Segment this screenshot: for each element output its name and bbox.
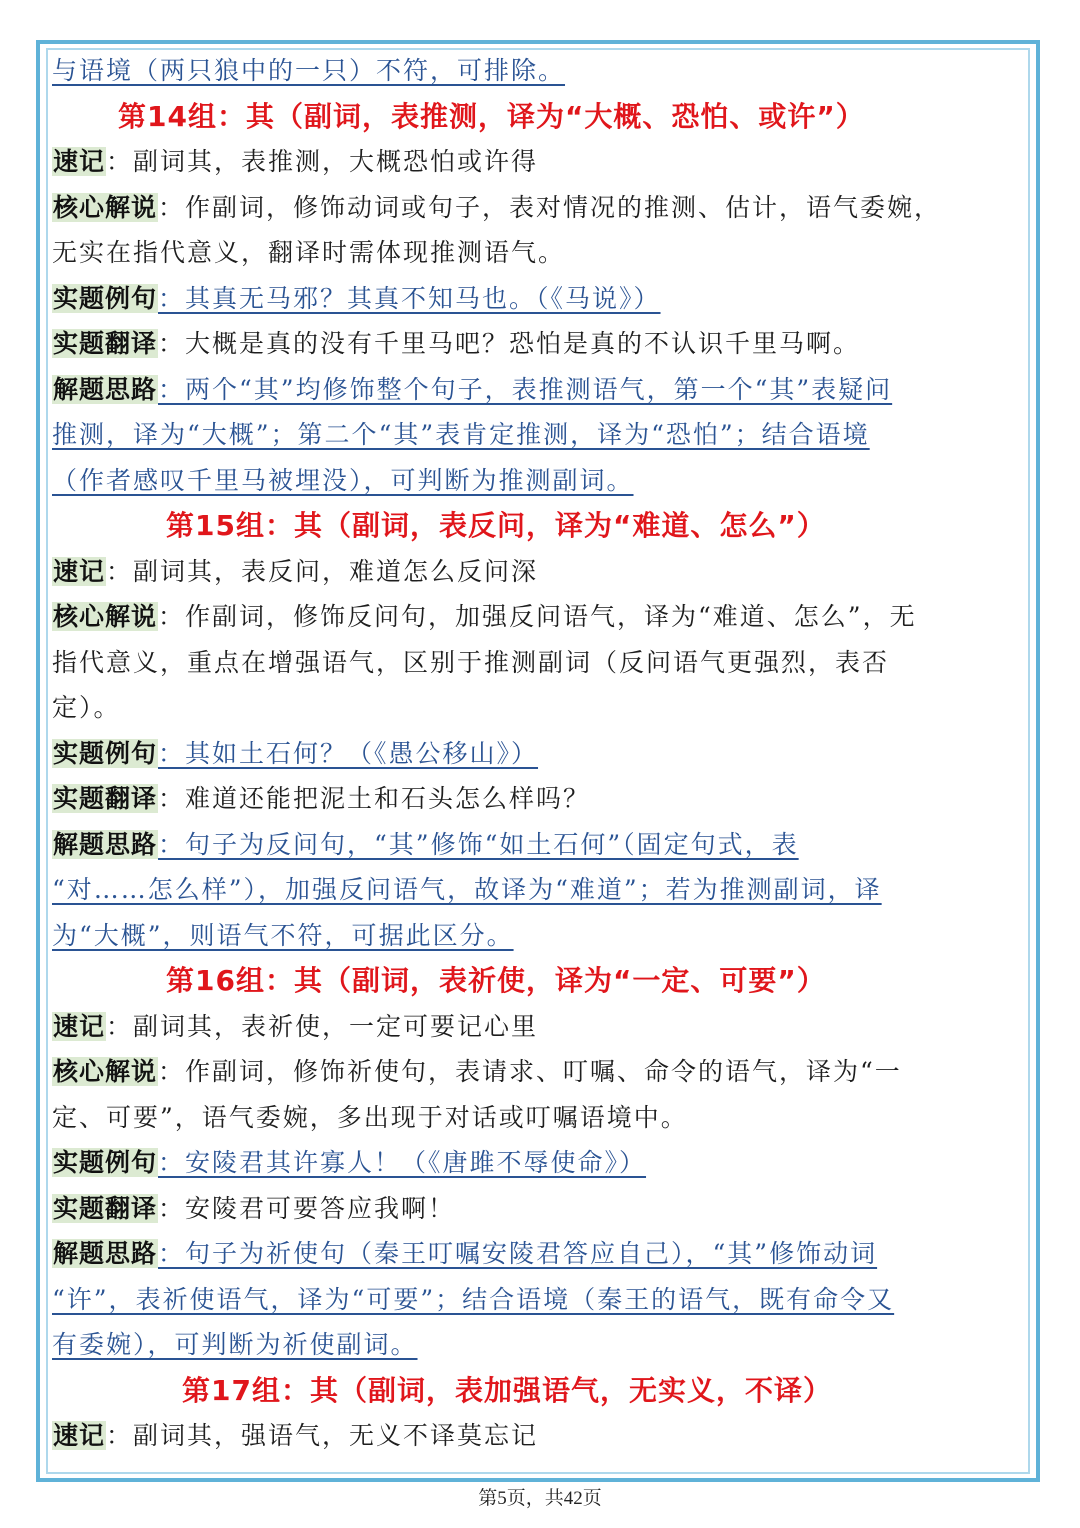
group-16-silu-cont-1: “许”，表祈使语气，译为“可要”；结合语境（秦王的语气，既有命令又 xyxy=(52,1284,895,1314)
label-silu: 解题思路 xyxy=(53,1239,158,1268)
group-15-hexin-cont-2: 定）。 xyxy=(52,693,121,722)
top-continuation-line: 与语境（两只狼中的一只）不符，可排除。 xyxy=(52,56,566,85)
group-15-silu: 解题思路：句子为反问句，“其”修饰“如土石何”（固定句式，表 xyxy=(53,829,799,859)
label-hexin: 核心解说 xyxy=(53,602,158,631)
label-liju: 实题例句 xyxy=(53,283,158,313)
group-14-silu-cont-1: 推测，译为“大概”；第二个“其”表肯定推测，译为“恐怕”；结合语境 xyxy=(52,420,870,449)
group-16-title: 第16组：其（副词，表祈使，译为“一定、可要”） xyxy=(166,964,826,997)
label-liju: 实题例句 xyxy=(53,738,158,768)
group-16-suji: 速记：副词其，表祈使，一定可要记心里 xyxy=(53,1011,539,1041)
label-suji: 速记 xyxy=(53,556,106,586)
label-fanyi: 实题翻译 xyxy=(53,1193,158,1223)
group-14-suji: 速记：副词其，表推测，大概恐怕或许得 xyxy=(53,147,539,176)
group-16-fanyi: 实题翻译：安陵君可要答应我啊！ xyxy=(53,1193,456,1223)
group-15-liju: 实题例句：其如土石何？（《愚公移山》） xyxy=(53,738,539,768)
group-14-silu: 解题思路：两个“其”均修饰整个句子，表推测语气，第一个“其”表疑问 xyxy=(53,374,893,404)
group-15-fanyi: 实题翻译：难道还能把泥土和石头怎么样吗？ xyxy=(53,784,591,813)
group-14-hexin-cont: 无实在指代意义，翻译时需体现推测语气。 xyxy=(52,238,566,267)
group-14-fanyi: 实题翻译：大概是真的没有千里马吧？恐怕是真的不认识千里马啊。 xyxy=(53,329,861,358)
group-15-silu-cont-2: 为“大概”，则语气不符，可据此区分。 xyxy=(52,920,514,950)
group-16-liju: 实题例句：安陵君其许寡人！（《唐雎不辱使命》） xyxy=(53,1148,647,1177)
label-suji: 速记 xyxy=(53,1011,106,1041)
label-hexin: 核心解说 xyxy=(53,192,158,222)
page-number-footer: 第5页，共42页 xyxy=(478,1488,602,1509)
label-suji: 速记 xyxy=(53,1421,106,1450)
group-16-silu-cont-2: 有委婉），可判断为祈使副词。 xyxy=(52,1330,418,1359)
group-14-hexin: 核心解说：作副词，修饰动词或句子，表对情况的推测、估计，语气委婉， xyxy=(53,192,942,222)
group-14-title: 第14组：其（副词，表推测，译为“大概、恐怕、或许”） xyxy=(118,99,865,133)
label-silu: 解题思路 xyxy=(53,374,158,404)
group-17-suji: 速记：副词其，强语气，无义不译莫忘记 xyxy=(53,1421,539,1450)
label-fanyi: 实题翻译 xyxy=(53,329,158,358)
group-16-hexin-cont: 定、可要”，语气委婉，多出现于对话或叮嘱语境中。 xyxy=(52,1102,688,1132)
label-silu: 解题思路 xyxy=(53,829,158,859)
group-16-hexin: 核心解说：作副词，修饰祈使句，表请求、叮嘱、命令的语气，译为“一 xyxy=(53,1057,902,1086)
label-fanyi: 实题翻译 xyxy=(53,784,158,813)
label-liju: 实题例句 xyxy=(53,1148,158,1177)
group-15-silu-cont-1: “对……怎么样”），加强反问语气，故译为“难道”；若为推测副词，译 xyxy=(52,875,882,904)
group-15-suji: 速记：副词其，表反问，难道怎么反问深 xyxy=(53,556,539,586)
group-15-title: 第15组：其（副词，表反问，译为“难道、怎么”） xyxy=(166,509,826,542)
group-15-hexin-cont-1: 指代意义，重点在增强语气，区别于推测副词（反问语气更强烈，表否 xyxy=(52,647,890,677)
page-content xyxy=(52,48,1012,1459)
group-15-hexin: 核心解说：作副词，修饰反问句，加强反问语气，译为“难道、怎么”，无 xyxy=(53,602,917,631)
label-hexin: 核心解说 xyxy=(53,1057,158,1086)
group-16-silu: 解题思路：句子为祈使句（秦王叮嘱安陵君答应自己），“其”修饰动词 xyxy=(53,1239,878,1268)
label-suji: 速记 xyxy=(53,147,106,176)
group-14-silu-cont-2: （作者感叹千里马被埋没），可判断为推测副词。 xyxy=(52,465,634,495)
group-14-liju: 实题例句：其真无马邪？其真不知马也。（《马说》） xyxy=(53,283,661,313)
group-17-title: 第17组：其（副词，表加强语气，无实义，不译） xyxy=(182,1373,832,1407)
